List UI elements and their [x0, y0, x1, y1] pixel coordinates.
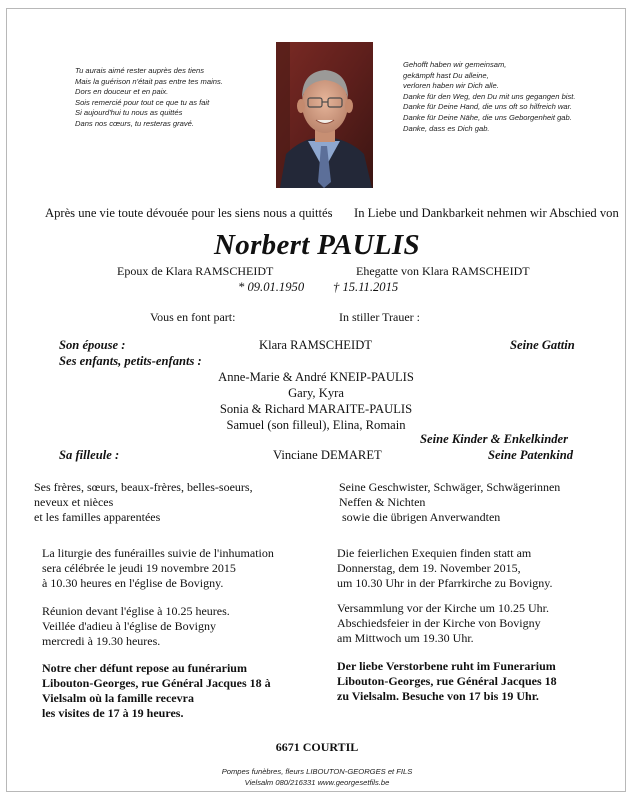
family-line: Ses frères, sœurs, beaux-frères, belles-soeurs, [34, 480, 253, 494]
meeting-line: mercredi à 19.30 heures. [42, 634, 161, 648]
liturgy-line: La liturgie des funérailles suivie de l'inhumation [42, 546, 274, 560]
poem-german [403, 60, 576, 134]
meeting-line: am Mittwoch um 19.30 Uhr. [337, 631, 474, 645]
funeral-home-line: Libouton-Georges, rue Général Jacques 18 [337, 674, 557, 688]
death-date: † 15.11.2015 [333, 280, 399, 294]
meeting-line: Veillée d'adieu à l'église de Bovigny [42, 619, 216, 633]
children-label-french: Ses enfants, petits-enfants : [59, 354, 202, 368]
poem-line: Danke, dass es Dich gab. [403, 123, 490, 133]
poem-line: Danke für Deine Nähe, die uns Geborgenheit gab. [403, 112, 572, 122]
poem-line: gekämpft hast Du alleine, [403, 70, 489, 80]
meeting-line: Abschiedsfeier in der Kirche von Bovigny [337, 616, 541, 630]
family-french [34, 480, 253, 525]
liturgy-line: um 10.30 Uhr in der Pfarrkirche zu Bovigny. [337, 576, 553, 590]
family-line: sowie die übrigen Anverwandten [342, 510, 501, 524]
intro-german: In Liebe und Dankbarkeit nehmen wir Abschied von [354, 206, 619, 220]
children-line: Samuel (son filleul), Elina, Romain [226, 418, 406, 432]
spouse-german: Ehegatte von Klara RAMSCHEIDT [356, 264, 530, 278]
liturgy-line: Die feierlichen Exequien finden statt am [337, 546, 532, 560]
poem-line: Si aujourd'hui tu nous as quittés [75, 108, 183, 118]
family-line: neveux et nièces [34, 495, 114, 509]
family-line: et les familles apparentées [34, 510, 161, 524]
funeral-home-line: Der liebe Verstorbene ruht im Funerarium [337, 659, 556, 673]
poem-line: Sois remercié pour tout ce que tu as fait [75, 97, 210, 107]
meeting-french [42, 604, 230, 649]
children-line: Gary, Kyra [288, 386, 344, 400]
poem-line: Tu aurais aimé rester auprès des tiens [75, 66, 205, 75]
goddaughter-name: Vinciane DEMARET [273, 448, 382, 462]
family-german [339, 480, 560, 525]
family-line: Neffen & Nichten [339, 495, 426, 509]
children-line: Sonia & Richard MARAITE-PAULIS [219, 402, 413, 416]
liturgy-french [42, 546, 274, 591]
spouse-french: Epoux de Klara RAMSCHEIDT [117, 264, 274, 278]
meeting-line: Versammlung vor der Kirche um 10.25 Uhr. [337, 601, 549, 615]
poem-line: Danke für den Weg, den Du mit uns gegangen bist. [403, 91, 576, 101]
funeral-home-line: Notre cher défunt repose au funérarium [42, 661, 247, 675]
funeral-home-line: Libouton-Georges, rue Général Jacques 18 à [42, 676, 271, 690]
poem-line: Gehofft haben wir gemeinsam, [403, 60, 507, 69]
first-name: Norbert [214, 229, 310, 261]
announce-french: Vous en font part: [150, 310, 236, 324]
wife-label-german: Seine Gattin [510, 338, 575, 352]
poem-line: verloren haben wir Dich alle. [403, 81, 499, 91]
liturgy-line: Donnerstag, dem 19. November 2015, [337, 561, 521, 575]
footer-undertaker: Pompes funèbres, fleurs LIBOUTON-GEORGES et FILS [221, 767, 413, 776]
funeral-home-line: zu Vielsalm. Besuche von 17 bis 19 Uhr. [337, 689, 539, 703]
funeral-home-french [42, 661, 271, 721]
children-list [170, 369, 462, 433]
deceased-name [0, 229, 634, 262]
poem-line: Dans nos cœurs, tu resteras gravé. [75, 118, 195, 128]
children-label-german: Seine Kinder & Enkelkinder [420, 432, 568, 446]
family-line: Seine Geschwister, Schwäger, Schwägerinnen [339, 480, 561, 494]
goddaughter-label-german: Seine Patenkind [488, 448, 574, 462]
funeral-home-line: les visites de 17 à 19 heures. [42, 706, 184, 720]
poem-line: Dors en douceur et en paix. [75, 87, 169, 97]
meeting-line: Réunion devant l'église à 10.25 heures. [42, 604, 230, 618]
funeral-home-german [337, 659, 557, 704]
birth-date: * 09.01.1950 [238, 280, 305, 294]
address: 6671 COURTIL [275, 740, 359, 754]
liturgy-line: sera célébrée le jeudi 19 novembre 2015 [42, 561, 236, 575]
wife-name: Klara RAMSCHEIDT [259, 338, 372, 352]
liturgy-german [337, 546, 553, 591]
children-line: Anne-Marie & André KNEIP-PAULIS [218, 370, 414, 384]
poem-line: Danke für Deine Hand, die uns oft so hilfreich war. [403, 102, 572, 112]
announce-german: In stiller Trauer : [339, 310, 420, 324]
liturgy-line: à 10.30 heures en l'église de Bovigny. [42, 576, 224, 590]
footer-contact: Vielsalm 080/216331 www.georgesetfils.be [244, 778, 390, 787]
poem-french [75, 66, 223, 130]
last-name: PAULIS [317, 229, 420, 261]
wife-label-french: Son épouse : [59, 338, 126, 352]
portrait-photo [276, 42, 373, 188]
intro-french: Après une vie toute dévouée pour les siens nous a quittés [45, 206, 333, 220]
meeting-german [337, 601, 549, 646]
goddaughter-label-french: Sa filleule : [59, 448, 120, 462]
funeral-home-line: Vielsalm où la famille recevra [42, 691, 194, 705]
poem-line: Mais la guérison n'était pas entre tes mains. [75, 76, 223, 86]
